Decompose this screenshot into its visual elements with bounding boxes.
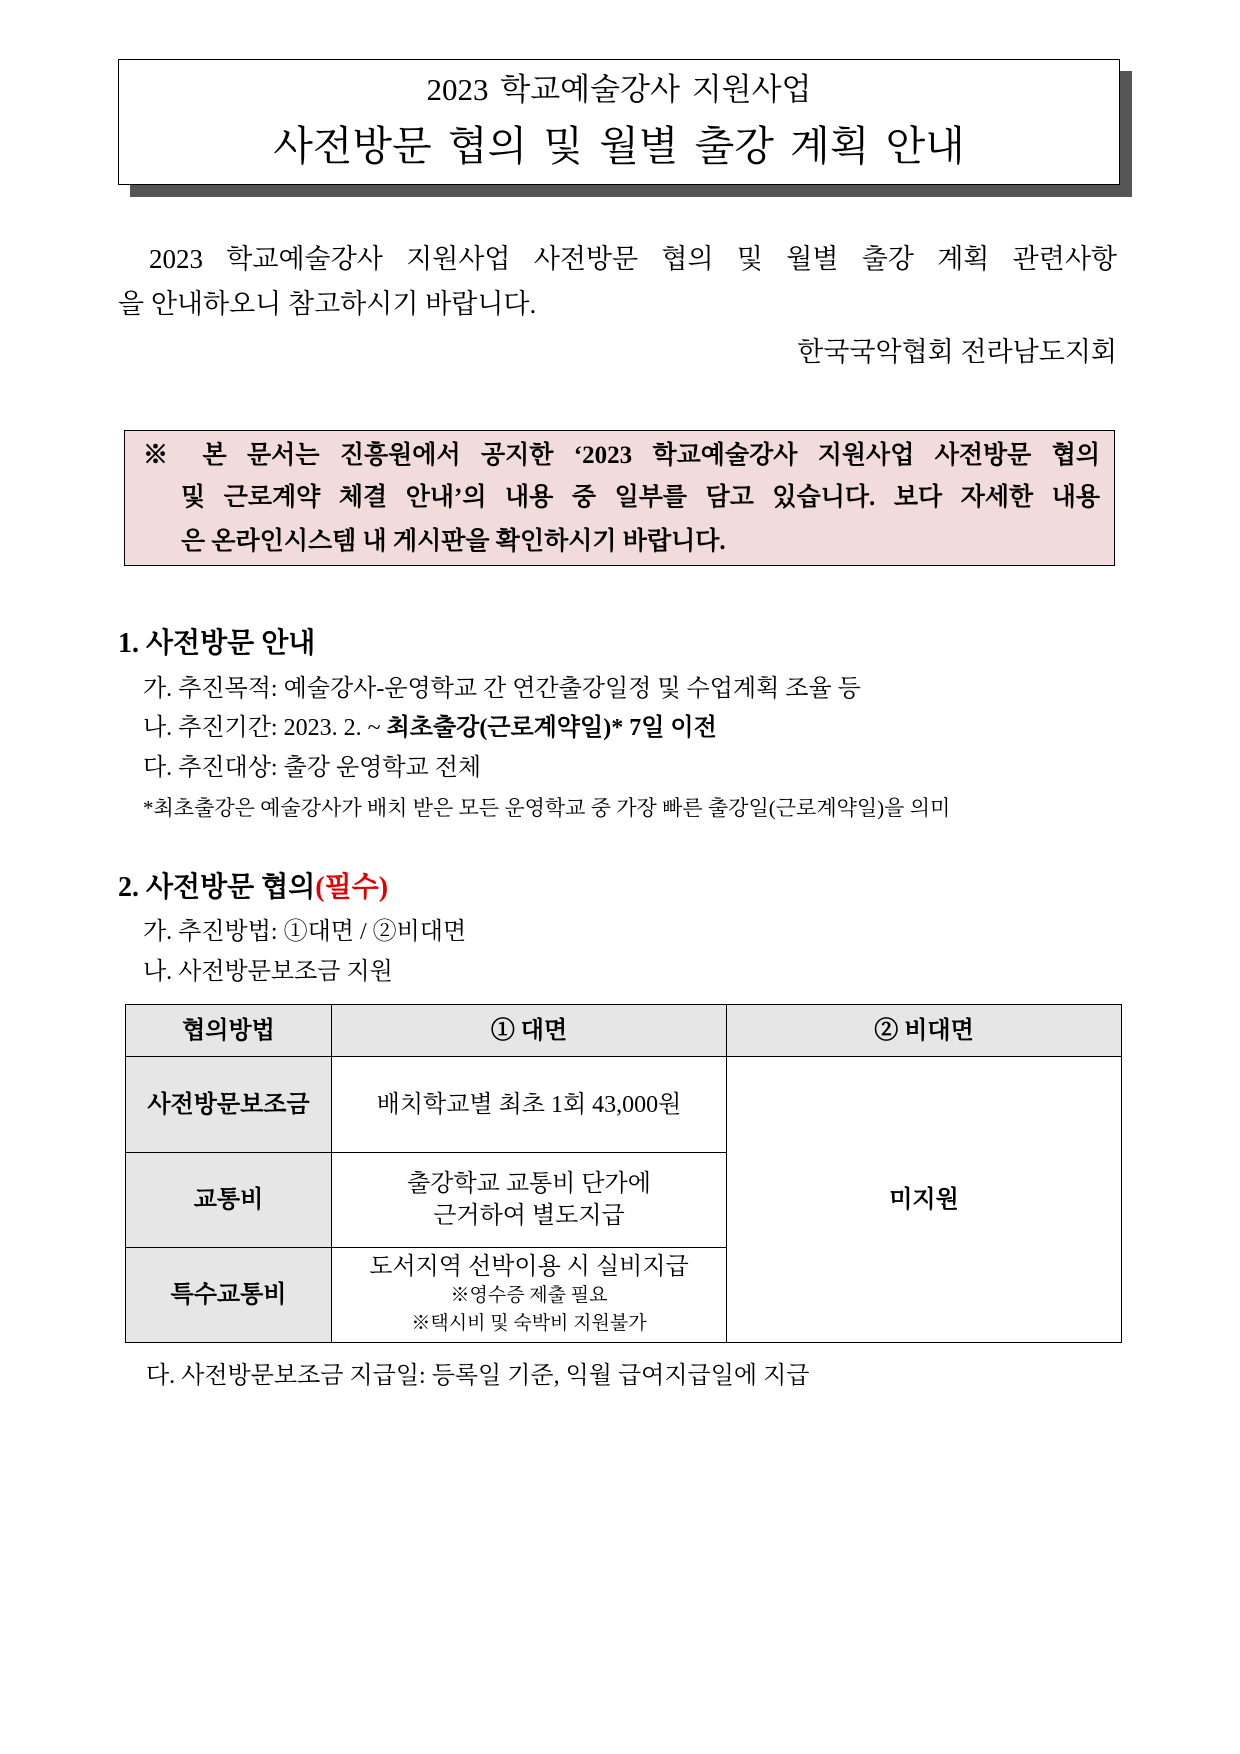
table-header-non-face-to-face: ② 비대면 <box>727 1005 1122 1057</box>
section-1-item-purpose: 가. 추진목적: 예술강사-운영학교 간 연간출강일정 및 수업계획 조율 등 <box>143 676 861 702</box>
notice-box <box>124 430 1115 566</box>
title-box <box>118 59 1120 185</box>
row-value-line: 배치학교별 최초 1회 43,000원 <box>376 1091 682 1118</box>
intro-paragraph-line-1: 2023 학교예술강사 지원사업 사전방문 협의 및 월별 출강 계획 관련사항 <box>149 244 1117 274</box>
title-line-1: 2023 학교예술강사 지원사업 <box>426 72 812 107</box>
section-1-item-target: 다. 추진대상: 출강 운영학교 전체 <box>143 755 482 781</box>
section-1-heading: 1. 사전방문 안내 <box>118 628 316 659</box>
section-1-item-period <box>143 711 717 745</box>
row-label: 교통비 <box>126 1153 332 1248</box>
row-value-line: 도서지역 선박이용 시 실비지급 <box>369 1254 689 1280</box>
row-label: 특수교통비 <box>126 1248 332 1343</box>
row-value <box>332 1057 727 1153</box>
issuer-signature: 한국국악협회 전라남도지회 <box>797 337 1117 367</box>
row-note: ※영수증 제출 필요 <box>450 1285 608 1306</box>
subsidy-table <box>125 1004 1122 1343</box>
notice-line: 및 근로계약 체결 안내’의 내용 중 일부를 담고 있습니다. 보다 자세한 내용 <box>181 484 1100 511</box>
row-label: 사전방문보조금 <box>126 1057 332 1153</box>
period-text: 나. 추진기간: 2023. 2. ~ <box>143 715 387 741</box>
non-face-to-face-value: 미지원 <box>727 1057 1122 1343</box>
required-label: (필수) <box>315 872 389 903</box>
section-2-heading <box>118 869 388 907</box>
notice-line: 은 온라인시스템 내 게시판을 확인하시기 바랍니다. <box>181 528 726 555</box>
row-note: ※택시비 및 숙박비 지원불가 <box>411 1313 647 1334</box>
section-2-heading-text: 2. 사전방문 협의 <box>118 872 316 903</box>
section-2-item-payment-date: 다. 사전방문보조금 지급일: 등록일 기준, 익월 급여지급일에 지급 <box>146 1363 810 1389</box>
row-value <box>332 1153 727 1248</box>
section-2-item-subsidy: 나. 사전방문보조금 지원 <box>143 959 393 985</box>
section-1-footnote: *최초출강은 예술강사가 배치 받은 모든 운영학교 중 가장 빠른 출강일(근로계약일)을 의미 <box>143 796 951 820</box>
notice-line: ※ 본 문서는 진흥원에서 공지한 ‘2023 학교예술강사 지원사업 사전방문 협의 <box>143 442 1100 469</box>
row-value-line: 근거하여 별도지급 <box>433 1203 625 1229</box>
document-title: 사전방문 협의 및 월별 출강 계획 안내 <box>273 123 965 169</box>
intro-paragraph-line-2: 을 안내하오니 참고하시기 바랍니다. <box>118 289 537 319</box>
row-value <box>332 1248 727 1343</box>
section-2-item-method: 가. 추진방법: ①대면 / ②비대면 <box>143 919 467 945</box>
table-header-method: 협의방법 <box>126 1005 332 1057</box>
period-deadline: 최초출강(근로계약일)* 7일 이전 <box>386 715 717 741</box>
table-header-face-to-face: ① 대면 <box>332 1005 727 1057</box>
table-row <box>126 1057 1122 1153</box>
table-header-row <box>126 1005 1122 1057</box>
row-value-line: 출강학교 교통비 단가에 <box>407 1171 651 1197</box>
